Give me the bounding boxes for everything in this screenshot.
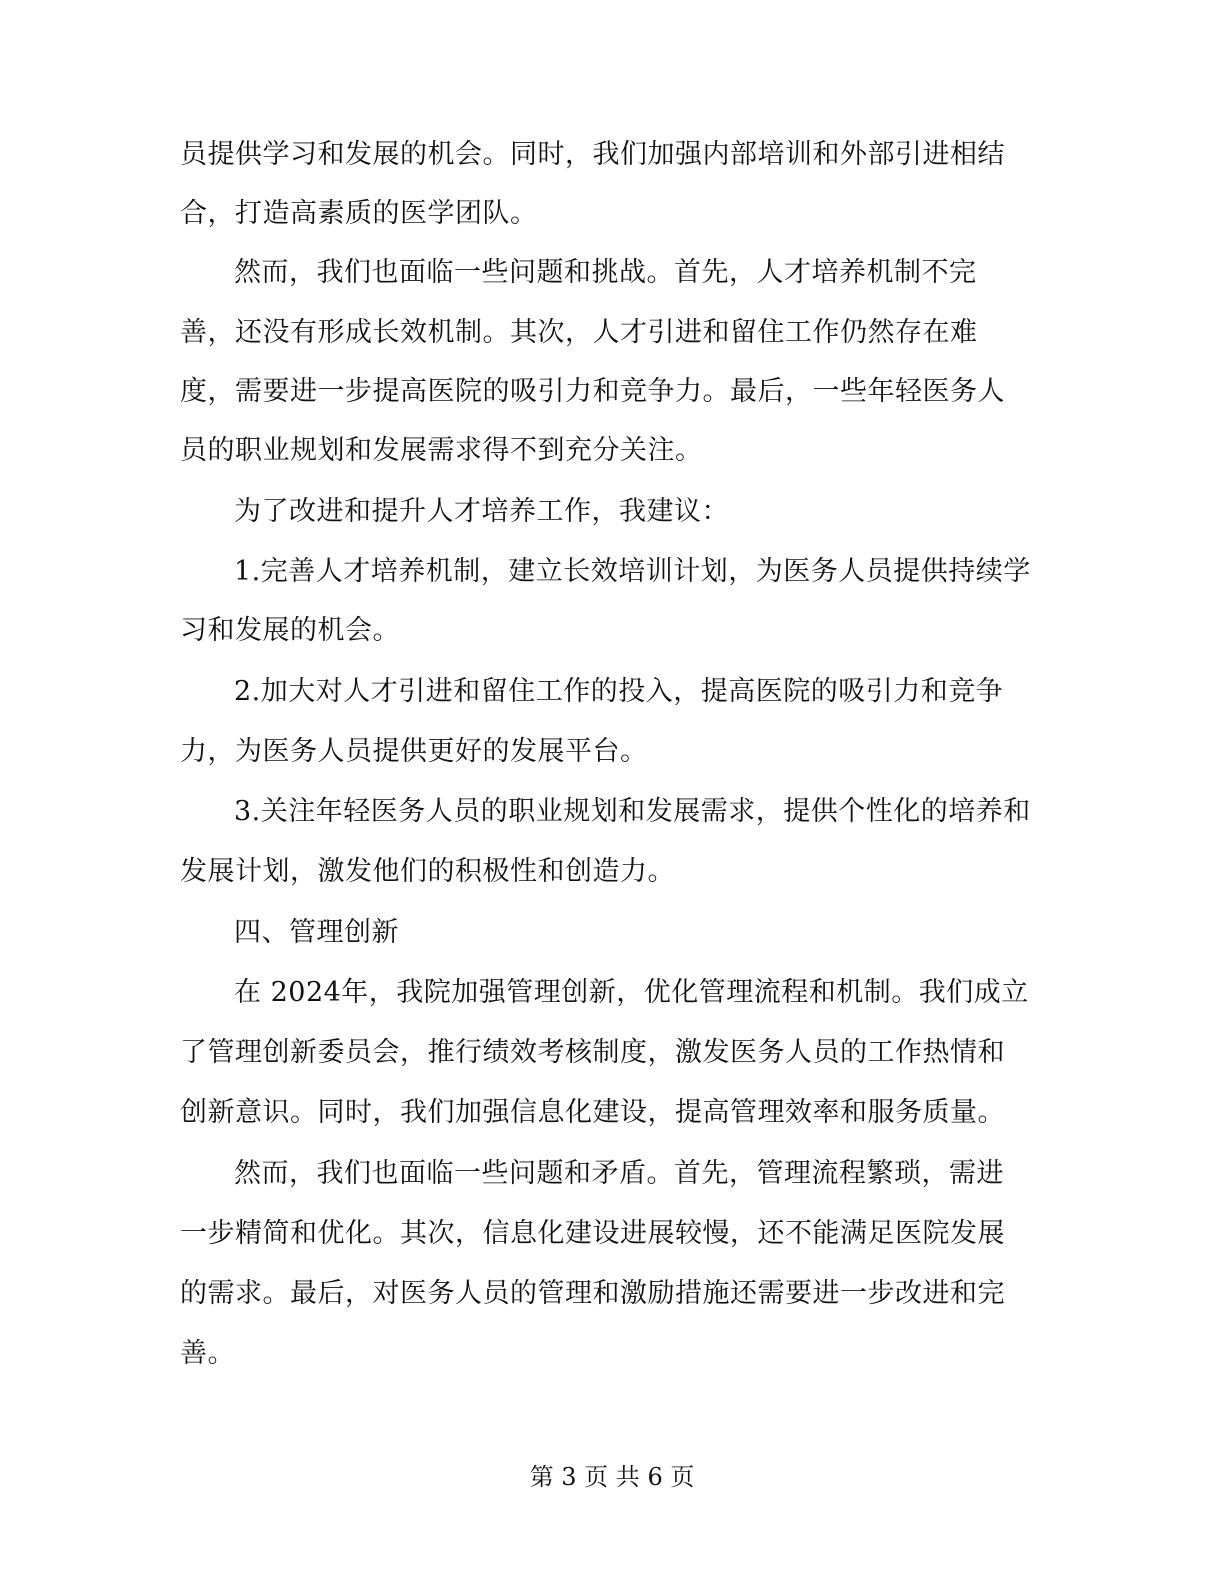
list-item-1: 1.完善人才培养机制，建立长效培训计划，为医务人员提供持续学 bbox=[234, 556, 1031, 587]
text-line: 发展计划，激发他们的积极性和创造力。 bbox=[180, 856, 675, 887]
text-line: 习和发展的机会。 bbox=[180, 615, 400, 646]
paragraph-start-line: 然而，我们也面临一些问题和挑战。首先，人才培养机制不完 bbox=[234, 257, 977, 288]
page-footer: 第 3 页 共 6 页 bbox=[529, 1463, 695, 1491]
text-line: 善。 bbox=[180, 1338, 235, 1369]
text-line: 的需求。最后，对医务人员的管理和激励措施还需要进一步改进和完 bbox=[180, 1278, 1005, 1309]
list-item-2: 2.加大对人才引进和留住工作的投入，提高医院的吸引力和竞争 bbox=[234, 676, 1004, 707]
text-line: 一步精简和优化。其次，信息化建设进展较慢，还不能满足医院发展 bbox=[180, 1218, 1005, 1249]
text-line: 度，需要进一步提高医院的吸引力和竞争力。最后，一些年轻医务人 bbox=[180, 376, 1005, 407]
section-heading: 四、管理创新 bbox=[234, 917, 399, 948]
paragraph-start-line: 在 2024年，我院加强管理创新，优化管理流程和机制。我们成立 bbox=[234, 977, 1029, 1008]
text-line: 员提供学习和发展的机会。同时，我们加强内部培训和外部引进相结 bbox=[180, 139, 1005, 170]
list-item-3: 3.关注年轻医务人员的职业规划和发展需求，提供个性化的培养和 bbox=[234, 796, 1031, 827]
paragraph-start-line: 然而，我们也面临一些问题和矛盾。首先，管理流程繁琐，需进 bbox=[234, 1158, 1004, 1189]
text-line: 创新意识。同时，我们加强信息化建设，提高管理效率和服务质量。 bbox=[180, 1097, 1005, 1128]
text-line: 力，为医务人员提供更好的发展平台。 bbox=[180, 736, 648, 767]
text-line: 员的职业规划和发展需求得不到充分关注。 bbox=[180, 435, 703, 466]
text-line: 合，打造高素质的医学团队。 bbox=[180, 198, 538, 229]
paragraph-start-line: 为了改进和提升人才培养工作，我建议： bbox=[234, 496, 729, 527]
text-line: 善，还没有形成长效机制。其次，人才引进和留住工作仍然存在难 bbox=[180, 317, 978, 348]
text-line: 了管理创新委员会，推行绩效考核制度，激发医务人员的工作热情和 bbox=[180, 1037, 1005, 1068]
